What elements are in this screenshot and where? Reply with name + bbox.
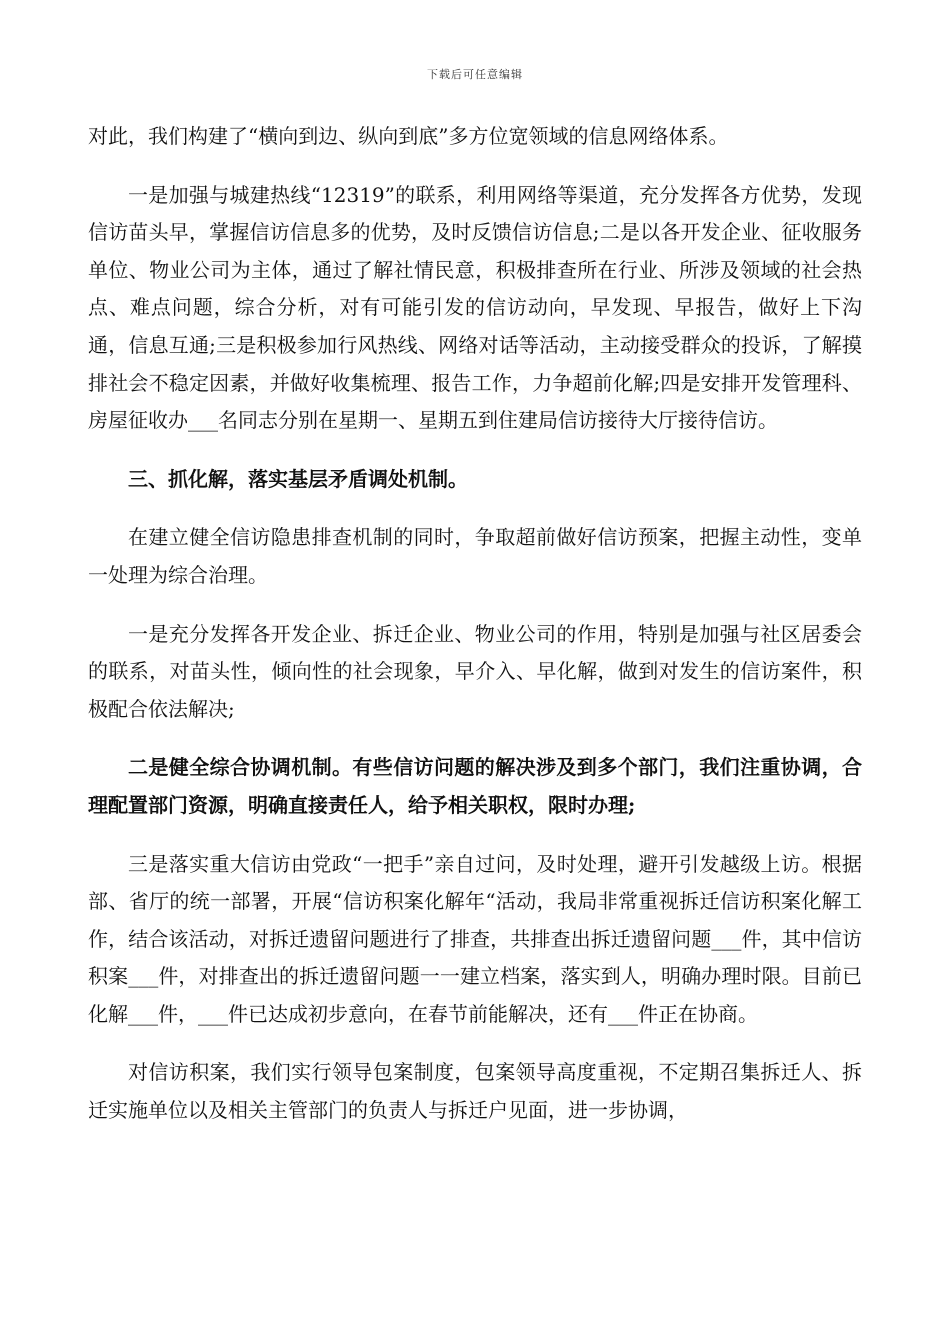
paragraph-intro: 对此，我们构建了“横向到边、纵向到底”多方位宽领域的信息网络体系。 (88, 124, 729, 148)
paragraph-gap (88, 440, 862, 461)
paragraph-case-handling: 对信访积案，我们实行领导包案制度，包案领导高度重视，不定期召集拆迁人、拆迁实施单位以及相关主管部门的负责人与拆迁户见面，进一步协调， (88, 1060, 862, 1123)
paragraph-gap (88, 595, 862, 616)
section-heading: 三、抓化解，落实基层矛盾调处机制。 (128, 466, 468, 491)
paragraph-gap (88, 728, 862, 749)
paragraph-gap (88, 825, 862, 846)
paragraph-point-one: 一是充分发挥各开发企业、拆迁企业、物业公司的作用，特别是加强与社区居委会的联系，对苗头性，倾向性的社会现象，早介入、早化解，做到对发生的信访案件，积极配合依法解决; (88, 621, 862, 721)
paragraph-gap (88, 156, 862, 177)
paragraph-point-two: 二是健全综合协调机制。有些信访问题的解决涉及到多个部门，我们注重协调，合理配置部门资源，明确直接责任人，给予相关职权，限时办理; (88, 755, 862, 817)
paragraph-gap (88, 498, 862, 519)
paragraph-prevention: 在建立健全信访隐患排查机制的同时，争取超前做好信访预案，把握主动性，变单一处理为综合治理。 (88, 525, 862, 587)
paragraph-point-three: 三是落实重大信访由党政“一把手”亲自过问，及时处理，避开引发越级上访。根据部、省厅的统一部署，开展“信访积案化解年“活动，我局非常重视拆迁信访积案化解工作，结合该活动，对拆迁遗留问题进行了排查，共排查出拆迁遗留问题___件，其中信访积案___件，对排查出的拆迁遗留问题一一建立档案，落实到人，明确办理时限。目前已化解___件，___件已达成初步意向，在春节前能解决，还有___件正在协商。 (88, 851, 862, 1026)
page-header: 下载后可任意编辑 (427, 68, 523, 81)
paragraph-network-measures: 一是加强与城建热线“12319”的联系，利用网络等渠道，充分发挥各方优势，发现信访苗头早，掌握信访信息多的优势，及时反馈信访信息;二是以各开发企业、征收服务单位、物业公司为主体，通过了解社情民意，积极排查所在行业、所涉及领域的社会热点、难点问题，综合分析，对有可能引发的信访动向，早发现、早报告，做好上下沟通，信息互通;三是积极参加行风热线、网络对话等活动，主动接受群众的投诉，了解摸排社会不稳定因素，并做好收集梳理、报告工作，力争超前化解;四是安排开发管理科、房屋征收办___名同志分别在星期一、星期五到住建局信访接待大厅接待信访。 (88, 182, 862, 433)
document-body (88, 118, 862, 1130)
paragraph-gap (88, 1033, 862, 1054)
